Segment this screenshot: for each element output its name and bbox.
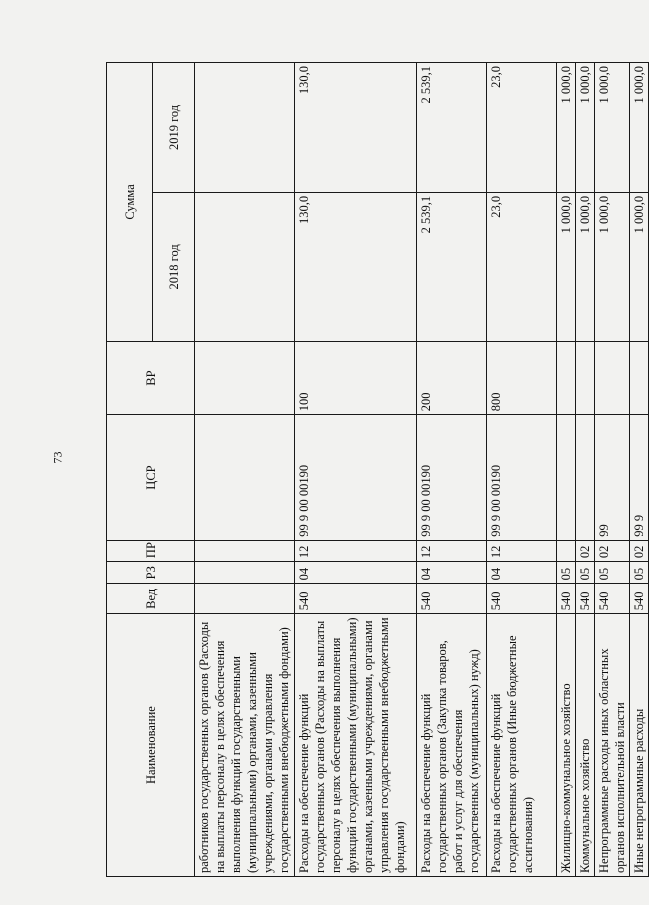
cell-ved: 540 xyxy=(576,584,595,614)
table-row xyxy=(487,63,557,877)
cell-ved: 540 xyxy=(595,584,630,614)
cell-csr: 99 9 00 00190 xyxy=(417,415,487,541)
cell-csr: 99 xyxy=(595,415,630,541)
cell-rz xyxy=(195,562,295,584)
cell-rz: 05 xyxy=(576,562,595,584)
table-row xyxy=(557,63,576,877)
cell-csr xyxy=(195,415,295,541)
cell-name: Жилищно-коммунальное хозяйство xyxy=(557,614,576,877)
cell-csr xyxy=(576,415,595,541)
cell-name: Непрограммные расходы иных областных органов исполнительной власти xyxy=(595,614,630,877)
cell-pr: 12 xyxy=(417,540,487,561)
cell-sum-2019: 23,0 xyxy=(487,63,557,193)
table-row xyxy=(195,63,295,877)
cell-sum-2019: 2 539,1 xyxy=(417,63,487,193)
cell-sum-2018: 130,0 xyxy=(295,192,417,341)
table-row xyxy=(576,63,595,877)
cell-vr: 800 xyxy=(487,341,557,414)
cell-ved: 540 xyxy=(630,584,649,614)
cell-rz: 04 xyxy=(487,562,557,584)
rotated-page xyxy=(106,62,646,877)
table-row xyxy=(595,63,630,877)
cell-rz: 04 xyxy=(295,562,417,584)
cell-csr: 99 9 00 00190 xyxy=(295,415,417,541)
cell-name: Расходы на обеспечение функций государственных органов (Закупка товаров, работ и услуг для обеспечения государственных (муниципальных) нужд) xyxy=(417,614,487,877)
budget-table xyxy=(106,62,649,877)
cell-rz: 05 xyxy=(595,562,630,584)
cell-ved: 540 xyxy=(417,584,487,614)
header-ved: Вед xyxy=(107,584,195,614)
cell-pr: 12 xyxy=(295,540,417,561)
cell-sum-2018: 2 539,1 xyxy=(417,192,487,341)
cell-csr: 99 9 00 00190 xyxy=(487,415,557,541)
cell-sum-2019: 130,0 xyxy=(295,63,417,193)
cell-ved: 540 xyxy=(557,584,576,614)
cell-name: Расходы на обеспечение функций государственных органов (Иные бюджетные ассигнования) xyxy=(487,614,557,877)
cell-vr: 200 xyxy=(417,341,487,414)
cell-pr xyxy=(195,540,295,561)
header-pr: ПР xyxy=(107,540,195,561)
cell-name: Коммунальное хозяйство xyxy=(576,614,595,877)
table-row xyxy=(295,63,417,877)
cell-vr xyxy=(576,341,595,414)
table-row xyxy=(630,63,649,877)
cell-rz: 05 xyxy=(630,562,649,584)
cell-sum-2018: 1 000,0 xyxy=(630,192,649,341)
page-number: 73 xyxy=(50,451,65,464)
header-csr: ЦСР xyxy=(107,415,195,541)
cell-ved: 540 xyxy=(295,584,417,614)
cell-pr xyxy=(557,540,576,561)
cell-sum-2019: 1 000,0 xyxy=(595,63,630,193)
header-vr: ВР xyxy=(107,341,195,414)
cell-vr xyxy=(630,341,649,414)
cell-vr: 100 xyxy=(295,341,417,414)
cell-sum-2018 xyxy=(195,192,295,341)
cell-pr: 02 xyxy=(576,540,595,561)
cell-sum-2018: 23,0 xyxy=(487,192,557,341)
cell-vr xyxy=(195,341,295,414)
header-sum: Сумма xyxy=(107,63,153,342)
cell-vr xyxy=(595,341,630,414)
cell-name: Расходы на обеспечение функций государственных органов (Расходы на выплаты персоналу в целях обеспечения выполнения функций государственными (муниципальными) органами, казенными учреждениями, органами управления государственными внебюджетными фондами) xyxy=(295,614,417,877)
cell-name: работников государственных органов (Расходы на выплаты персоналу в целях обеспечения выполнения функций государственными (муниципальными) органами, казенными учреждениями, органами управления государственными внебюджетными фондами) xyxy=(195,614,295,877)
cell-rz: 05 xyxy=(557,562,576,584)
cell-vr xyxy=(557,341,576,414)
header-name: Наименование xyxy=(107,614,195,877)
cell-pr: 12 xyxy=(487,540,557,561)
cell-sum-2019: 1 000,0 xyxy=(630,63,649,193)
cell-rz: 04 xyxy=(417,562,487,584)
table-row xyxy=(417,63,487,877)
cell-sum-2019 xyxy=(195,63,295,193)
cell-pr: 02 xyxy=(630,540,649,561)
cell-sum-2018: 1 000,0 xyxy=(595,192,630,341)
cell-sum-2018: 1 000,0 xyxy=(576,192,595,341)
cell-pr: 02 xyxy=(595,540,630,561)
header-2018: 2018 год xyxy=(153,192,195,341)
cell-ved: 540 xyxy=(487,584,557,614)
cell-sum-2019: 1 000,0 xyxy=(557,63,576,193)
cell-sum-2019: 1 000,0 xyxy=(576,63,595,193)
cell-csr xyxy=(557,415,576,541)
header-2019: 2019 год xyxy=(153,63,195,193)
cell-sum-2018: 1 000,0 xyxy=(557,192,576,341)
header-rz: РЗ xyxy=(107,562,195,584)
cell-ved xyxy=(195,584,295,614)
cell-name: Иные непрограммные расходы xyxy=(630,614,649,877)
cell-csr: 99 9 xyxy=(630,415,649,541)
